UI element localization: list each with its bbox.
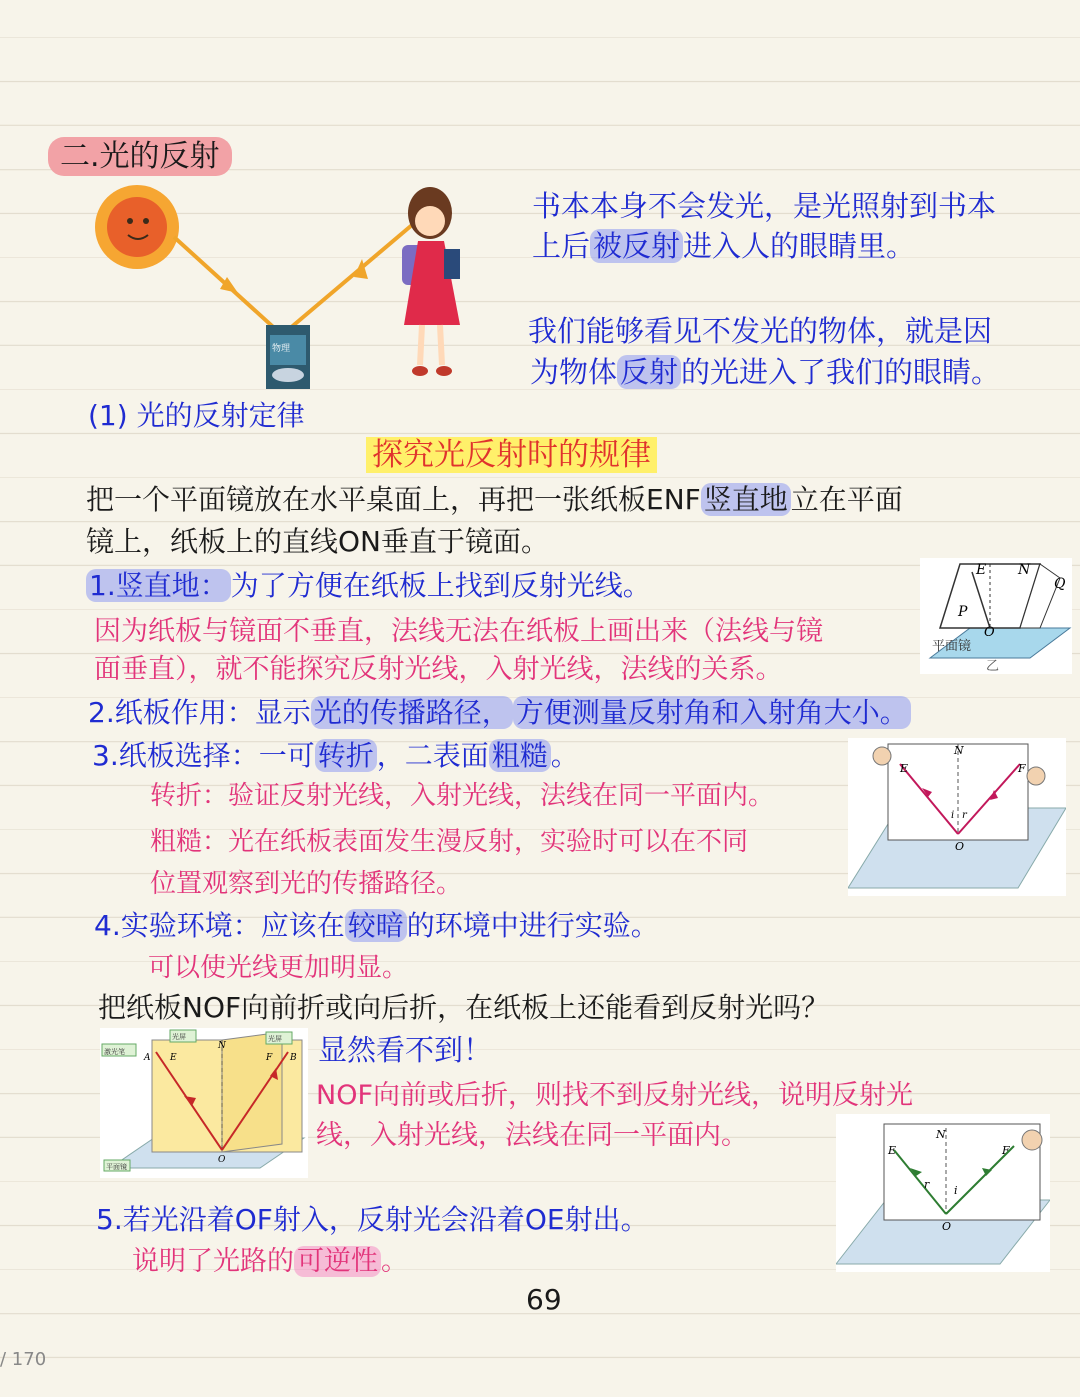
point2-pre: 2.纸板作用：显示 xyxy=(88,696,311,729)
point2-highlight-measure: 方便测量反射角和入射角大小。 xyxy=(513,696,911,729)
point4-note: 可以使光线更加明显。 xyxy=(148,953,409,983)
point5-note-pre: 说明了光路的 xyxy=(132,1246,294,1277)
fig3-label-laser: 激光笔 xyxy=(104,1048,125,1056)
girl-icon xyxy=(402,187,460,376)
intro-line-4 xyxy=(530,356,1000,389)
fig3-label-board: 光屏 xyxy=(172,1033,186,1041)
answer-note-line-1: NOF向前或后折，则找不到反射光线，说明反射光 xyxy=(316,1080,913,1111)
point3-mid: ，二表面 xyxy=(376,739,489,772)
answer-text: 显然看不到！ xyxy=(318,1033,493,1067)
fig3-label-mirror: 平面镜 xyxy=(106,1163,127,1171)
question-text: 把纸板NOF向前折或向后折，在纸板上还能看到反射光吗？ xyxy=(98,991,830,1024)
point3-note-fold: 转折：验证反射光线，入射光线，法线在同一平面内。 xyxy=(150,781,775,811)
point1-note-line-1: 因为纸板与镜面不垂直，法线无法在纸板上画出来（法线与镜 xyxy=(94,616,823,647)
book-label: 物理 xyxy=(272,344,291,354)
point1-line xyxy=(86,570,651,602)
fig3-label-b: B xyxy=(290,1053,297,1063)
light-ray-arrows xyxy=(174,225,412,335)
point4-highlight-dark: 较暗 xyxy=(345,909,407,942)
point5-text: 5.若光沿着OF射入，反射光会沿着OE射出。 xyxy=(96,1203,649,1236)
fig3-label-f: F xyxy=(266,1053,273,1063)
point3-line xyxy=(92,740,579,772)
fig1-label-q: Q xyxy=(1054,576,1066,592)
fig1-label-e: E xyxy=(976,562,987,578)
fig4-label-n: N xyxy=(936,1128,946,1141)
intro-highlight-reflection: 反射 xyxy=(617,355,681,389)
fig2-label-f: F xyxy=(1018,762,1026,775)
point2-highlight-path: 光的传播路径， xyxy=(311,696,513,729)
fig1-label-n: N xyxy=(1018,562,1031,578)
fig4-label-i: i xyxy=(954,1184,958,1197)
intro-line-2-pre: 上后 xyxy=(532,229,591,263)
setup-line-1 xyxy=(86,484,903,516)
setup-highlight-vertical: 竖直地 xyxy=(701,483,791,516)
experiment-title-text: 探究光反射时的规律 xyxy=(366,437,657,473)
fig1-label-p: P xyxy=(958,604,968,620)
setup-line-1-pre: 把一个平面镜放在水平桌面上，再把一张纸板ENF xyxy=(86,483,701,516)
point3-post: 。 xyxy=(550,739,579,772)
intro-line-2-post: 进入人的眼睛里。 xyxy=(683,229,916,263)
fig1-caption: 乙 xyxy=(986,659,1000,674)
fig2-label-e: E xyxy=(900,762,909,775)
point3-highlight-fold: 转折 xyxy=(315,739,377,772)
fig2-label-o: O xyxy=(955,840,965,853)
point5-note-post: 。 xyxy=(381,1246,408,1277)
fig2-label-r: r xyxy=(962,810,967,821)
board-hands-figure xyxy=(848,738,1066,896)
fig4-label-o: O xyxy=(942,1220,952,1233)
point3-note-rough-1: 粗糙：光在纸板表面发生漫反射，实验时可以在不同 xyxy=(150,827,749,857)
fig1-label-o: O xyxy=(984,625,995,640)
intro-highlight-reflected: 被反射 xyxy=(590,229,683,263)
setup-line-2: 镜上，纸板上的直线ON垂直于镜面。 xyxy=(86,525,549,558)
reflection-illustration xyxy=(92,185,492,395)
point3-pre: 3.纸板选择：一可 xyxy=(92,739,315,772)
fig2-label-i: i xyxy=(951,810,955,821)
page-number: 69 xyxy=(526,1283,562,1316)
point5-highlight-reversible: 可逆性 xyxy=(294,1246,381,1277)
point1-note-line-2: 面垂直），就不能探究反射光线，入射光线，法线的关系。 xyxy=(94,654,783,685)
point3-note-rough-2: 位置观察到光的传播路径。 xyxy=(150,869,463,899)
fig3-label-board-2: 光屏 xyxy=(268,1035,282,1043)
fig4-label-e: E xyxy=(888,1144,897,1157)
sun-icon xyxy=(95,185,179,269)
fig4-label-r: r xyxy=(924,1178,930,1191)
section-title-text: 二.光的反射 xyxy=(48,137,232,176)
fig4-label-f: F xyxy=(1002,1144,1010,1157)
point4-pre: 4.实验环境：应该在 xyxy=(94,909,345,942)
point4-line xyxy=(94,910,659,942)
fig3-label-o: O xyxy=(218,1155,226,1165)
mirror-board-figure xyxy=(920,558,1072,674)
fig3-label-e: E xyxy=(170,1053,177,1063)
point1-label: 1.竖直地： xyxy=(86,569,231,602)
page-counter: / 170 xyxy=(0,1349,47,1370)
intro-line-1: 书本本身不会发光，是光照射到书本 xyxy=(532,189,997,223)
point4-post: 的环境中进行实验。 xyxy=(406,909,659,942)
intro-line-4-post: 的光进入了我们的眼睛。 xyxy=(681,355,1001,389)
folded-board-figure xyxy=(100,1028,308,1178)
book-icon xyxy=(266,325,310,389)
intro-line-2 xyxy=(532,230,915,263)
point2-line xyxy=(88,697,911,729)
point5-note xyxy=(132,1246,408,1277)
fig2-label-n: N xyxy=(954,744,964,757)
section-title xyxy=(48,140,232,175)
intro-line-3: 我们能够看见不发光的物体，就是因 xyxy=(528,314,993,348)
fig1-label-mirror: 平面镜 xyxy=(932,639,972,654)
point3-highlight-rough: 粗糙 xyxy=(489,739,551,772)
point1-text: 为了方便在纸板上找到反射光线。 xyxy=(230,569,651,602)
fig3-label-n: N xyxy=(218,1041,226,1051)
subsection-heading: (1) 光的反射定律 xyxy=(88,399,305,432)
intro-line-4-pre: 为物体 xyxy=(530,355,618,389)
reversible-path-figure xyxy=(836,1114,1050,1272)
answer-note-line-2: 线，入射光线，法线在同一平面内。 xyxy=(316,1120,748,1151)
experiment-title xyxy=(366,438,657,474)
fig3-label-a: A xyxy=(144,1053,151,1063)
setup-line-1-post: 立在平面 xyxy=(790,483,903,516)
